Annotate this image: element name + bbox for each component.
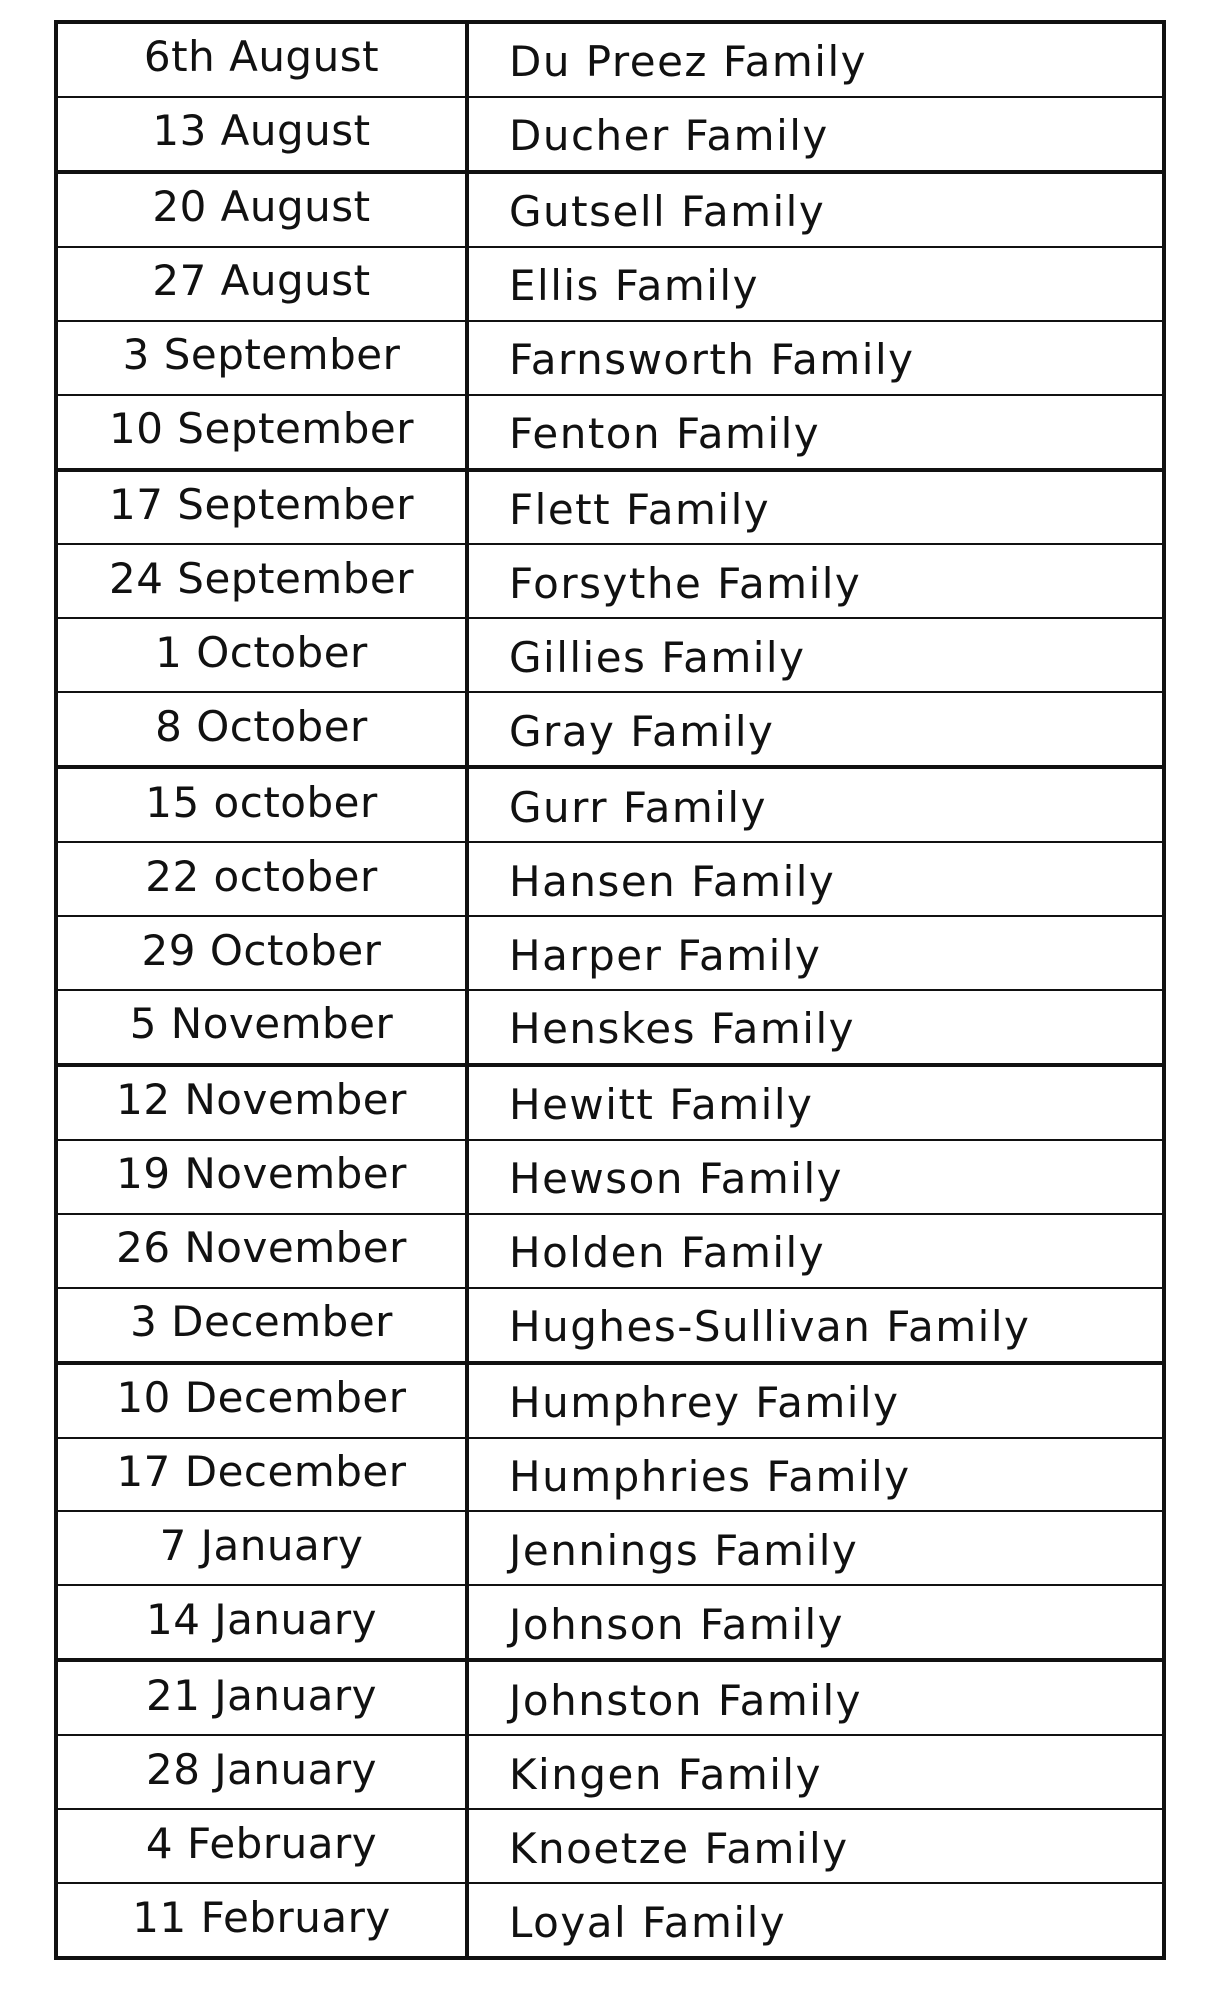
date-cell: 1 October (58, 619, 469, 691)
family-cell: Farnsworth Family (509, 335, 915, 385)
table-row (58, 1510, 1162, 1584)
date-cell: 28 January (58, 1736, 469, 1808)
date-cell: 26 November (58, 1215, 469, 1287)
date-cell: 19 November (58, 1141, 469, 1213)
table-row (58, 96, 1162, 170)
date-cell: 6th August (58, 24, 469, 96)
table-row (58, 1658, 1162, 1734)
table-row (58, 765, 1162, 841)
table-row (58, 320, 1162, 394)
date-cell: 4 February (58, 1810, 469, 1882)
table-row (58, 543, 1162, 617)
date-cell: 11 February (58, 1884, 469, 1956)
family-cell: Gray Family (509, 706, 775, 756)
family-cell: Harper Family (509, 930, 822, 980)
family-cell: Jennings Family (509, 1525, 859, 1575)
date-cell: 3 September (58, 322, 469, 394)
family-cell: Hewitt Family (509, 1080, 814, 1130)
date-cell: 22 october (58, 843, 469, 915)
date-cell: 7 January (58, 1512, 469, 1584)
table-row (58, 1882, 1162, 1956)
table-row (58, 170, 1162, 246)
table-row (58, 1437, 1162, 1511)
date-cell: 17 September (58, 472, 469, 544)
family-cell: Ducher Family (509, 111, 829, 161)
table-row (58, 617, 1162, 691)
date-cell: 17 December (58, 1439, 469, 1511)
table-row (58, 1808, 1162, 1882)
family-cell: Humphries Family (509, 1451, 911, 1501)
date-cell: 27 August (58, 248, 469, 320)
table-row (58, 1213, 1162, 1287)
family-cell: Gillies Family (509, 632, 806, 682)
table-row (58, 1734, 1162, 1808)
table-row (58, 691, 1162, 765)
table-row (58, 841, 1162, 915)
table-row (58, 1361, 1162, 1437)
family-cell: Johnson Family (509, 1599, 845, 1649)
family-cell: Loyal Family (509, 1897, 787, 1947)
table-row (58, 989, 1162, 1063)
date-cell: 10 December (58, 1365, 469, 1437)
family-cell: Flett Family (509, 484, 771, 534)
date-cell: 24 September (58, 545, 469, 617)
family-cell: Kingen Family (509, 1749, 822, 1799)
date-cell: 20 August (58, 174, 469, 246)
date-cell: 5 November (58, 991, 469, 1063)
family-cell: Hewson Family (509, 1154, 843, 1204)
table-row (58, 394, 1162, 468)
table-row (58, 246, 1162, 320)
roster-table (54, 20, 1166, 1960)
family-cell: Fenton Family (509, 409, 821, 459)
date-cell: 15 october (58, 769, 469, 841)
family-cell: Hughes-Sullivan Family (509, 1302, 1031, 1352)
table-row (58, 1063, 1162, 1139)
family-cell: Gurr Family (509, 782, 767, 832)
table-row (58, 468, 1162, 544)
date-cell: 8 October (58, 693, 469, 765)
date-cell: 29 October (58, 917, 469, 989)
family-cell: Knoetze Family (509, 1823, 849, 1873)
family-cell: Forsythe Family (509, 558, 862, 608)
table-row (58, 1584, 1162, 1658)
date-cell: 13 August (58, 98, 469, 170)
date-cell: 21 January (58, 1662, 469, 1734)
date-cell: 3 December (58, 1289, 469, 1361)
date-cell: 12 November (58, 1067, 469, 1139)
family-cell: Hansen Family (509, 856, 836, 906)
family-cell: Henskes Family (509, 1004, 855, 1054)
table-row (58, 24, 1162, 96)
date-cell: 10 September (58, 396, 469, 468)
family-cell: Johnston Family (509, 1675, 862, 1725)
family-cell: Du Preez Family (509, 37, 867, 87)
table-row (58, 915, 1162, 989)
family-cell: Ellis Family (509, 261, 759, 311)
table-row (58, 1139, 1162, 1213)
family-cell: Gutsell Family (509, 187, 826, 237)
date-cell: 14 January (58, 1586, 469, 1658)
table-row (58, 1287, 1162, 1361)
family-cell: Humphrey Family (509, 1378, 900, 1428)
family-cell: Holden Family (509, 1228, 826, 1278)
